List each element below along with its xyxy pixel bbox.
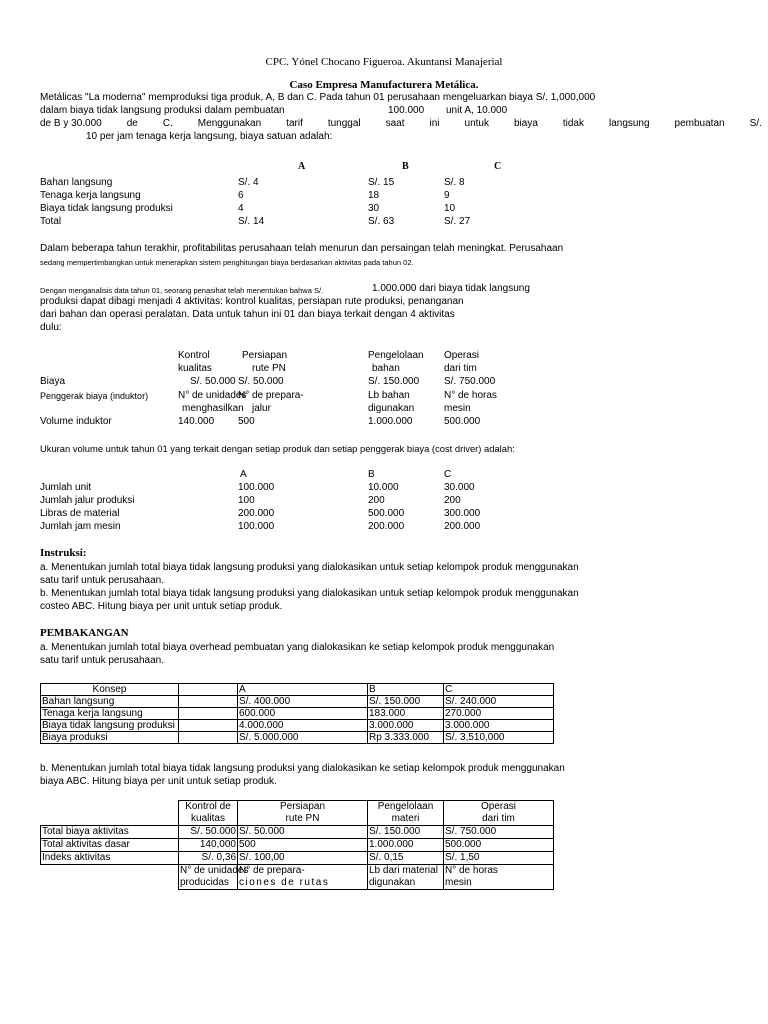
usage-label: Libras de material: [40, 508, 120, 519]
activity-header: rute PN: [252, 363, 286, 374]
table-cell: Biaya tidak langsung produksi: [41, 720, 179, 732]
solution-a2: satu tarif untuk perusahaan.: [40, 655, 164, 666]
unit-cost-label: Tenaga kerja langsung: [40, 190, 141, 201]
activity-driver: digunakan: [368, 403, 415, 414]
table-cell: S/. 0,15: [368, 852, 444, 865]
activity-volume: 140.000: [178, 416, 215, 427]
table-cell: S/. 3,510,000: [444, 732, 554, 744]
table-header: C: [444, 684, 554, 696]
driver-line: N° de horas: [445, 865, 498, 876]
solution-b1: b. Menentukan jumlah total biaya tidak langsung produksi yang dialokasikan ke setiap kelompok produk menggunakan: [40, 763, 565, 774]
driver-line: N° de unidades: [180, 865, 249, 876]
instructions-a2: satu tarif untuk perusahaan.: [40, 575, 164, 586]
instructions-b1: b. Menentukan jumlah total biaya tidak langsung produksi yang dialokasikan untuk setiap kelompok produk menggunakan: [40, 588, 579, 599]
table-header: B: [368, 684, 444, 696]
table-header-row: [41, 684, 554, 696]
single-rate-table: [40, 683, 554, 744]
word: de B y 30.000: [40, 118, 102, 129]
activity-biaya: S/. 50.000: [190, 376, 236, 387]
row-label: Indeks aktivitas: [41, 852, 179, 865]
unit-cost-value: S/. 27: [444, 216, 471, 227]
table-cell: 270.000: [444, 708, 554, 720]
usage-value: 100.000: [238, 521, 275, 532]
table-cell: 183.000: [368, 708, 444, 720]
usage-value: 100.000: [238, 482, 275, 493]
activity-driver: menghasilkan: [182, 403, 244, 414]
table-cell: 1.000.000: [368, 839, 444, 852]
unit-cost-label: Total: [40, 216, 62, 227]
activity-driver: N° de prepara-: [238, 390, 304, 401]
word: Menggunakan: [197, 118, 262, 129]
activity-header: dari tim: [444, 363, 477, 374]
activity-driver: jalur: [252, 403, 271, 414]
unit-cost-value: S/. 14: [238, 216, 265, 227]
unit-cost-label: Bahan langsung: [40, 177, 113, 188]
para3-line-4: dulu:: [40, 322, 62, 333]
table-corner: [41, 801, 179, 826]
table-cell: [238, 865, 368, 890]
header-line: Persiapan: [279, 801, 326, 812]
table-cell: [179, 696, 238, 708]
table-row: [41, 865, 554, 890]
header-line: dari tim: [482, 813, 515, 824]
usage-value: 100: [238, 495, 255, 506]
table-cell: 4.000.000: [238, 720, 368, 732]
instructions-a1: a. Menentukan jumlah total biaya tidak langsung produksi yang dialokasikan untuk setiap kelompok produk menggunakan: [40, 562, 579, 573]
row-label: Total biaya aktivitas: [41, 826, 179, 839]
usage-value: 200.000: [444, 521, 481, 532]
driver-line: ciones de rutas: [239, 877, 330, 888]
activity-header: Operasi: [444, 350, 480, 361]
word: tidak: [562, 118, 584, 129]
table-row: [41, 720, 554, 732]
header-line: Operasi: [480, 801, 516, 812]
activity-biaya: S/. 150.000: [368, 376, 420, 387]
table-row: [41, 708, 554, 720]
activity-driver-label: Penggerak biaya (induktor): [40, 391, 149, 401]
usage-label: Jumlah jalur produksi: [40, 495, 135, 506]
usage-header-a: A: [240, 469, 247, 480]
activity-header: Persiapan: [242, 350, 288, 361]
table-header: Konsep: [41, 684, 179, 696]
table-cell: S/. 240.000: [444, 696, 554, 708]
unit-cost-value: S/. 63: [368, 216, 395, 227]
word: S/.: [749, 118, 762, 129]
word: ini: [429, 118, 440, 129]
unit-cost-value: 30: [368, 203, 380, 214]
header-line: materi: [391, 813, 420, 824]
table-cell: 140,000: [179, 839, 238, 852]
activity-driver: Lb bahan: [368, 390, 410, 401]
para2-line-2: sedang mempertimbangkan untuk menerapkan sistem penghitungan biaya berdasarkan aktivitas pada tahun 02.: [40, 258, 414, 267]
activity-volume-label: Volume induktor: [40, 416, 112, 427]
case-title: Caso Empresa Manufacturera Metálica.: [289, 79, 479, 91]
usage-value: 500.000: [368, 508, 405, 519]
intro-line-3: [40, 117, 762, 130]
intro-line-1: Metálicas "La moderna" memproduksi tiga produk, A, B dan C. Pada tahun 01 perusahaan mengeluarkan biaya S/. 1,000,000: [40, 92, 596, 103]
usage-label: Jumlah jam mesin: [40, 521, 121, 532]
table-header: A: [238, 684, 368, 696]
table-cell: 500.000: [444, 839, 554, 852]
table-cell: 3.000.000: [368, 720, 444, 732]
unit-cost-value: S/. 8: [444, 177, 465, 188]
instructions-title: Instruksi:: [40, 547, 87, 559]
driver-line: digunakan: [369, 877, 416, 888]
table-cell: Bahan langsung: [41, 696, 179, 708]
word: biaya: [513, 118, 538, 129]
table-cell: S/. 0,36: [179, 852, 238, 865]
para3-line-2: produksi dapat dibagi menjadi 4 aktivitas: kontrol kualitas, persiapan rute produksi, penanganan: [40, 296, 464, 307]
table-header: [368, 801, 444, 826]
page-header: CPC. Yónel Chocano Figueroa. Akuntansi Manajerial: [265, 56, 503, 68]
table-cell: 3.000.000: [444, 720, 554, 732]
table-cell: S/. 150.000: [368, 826, 444, 839]
table-cell: S/. 150.000: [368, 696, 444, 708]
table-cell: S/. 1,50: [444, 852, 554, 865]
usage-value: 200: [444, 495, 461, 506]
unit-cost-value: S/. 15: [368, 177, 395, 188]
word: tunggal: [327, 118, 361, 129]
solution-a1: a. Menentukan jumlah total biaya overhead pembuatan yang dialokasikan ke setiap kelompok produk menggunakan: [40, 642, 555, 653]
solution-b2: biaya ABC. Hitung biaya per unit untuk setiap produk.: [40, 776, 277, 787]
para3-line-3: dari bahan dan operasi peralatan. Data untuk tahun ini 01 dan biaya terkait dengan 4 aktivitas: [40, 309, 455, 320]
row-label: Total aktivitas dasar: [41, 839, 179, 852]
intro-line-2b: 100.000: [388, 105, 425, 116]
usage-intro: Ukuran volume untuk tahun 01 yang terkait dengan setiap produk dan setiap penggerak biaya (cost driver) adalah:: [40, 443, 515, 454]
abc-table: [40, 800, 554, 890]
table-header: [179, 801, 238, 826]
table-cell: [368, 865, 444, 890]
para3-line-1b: 1.000.000 dari biaya tidak langsung: [372, 283, 530, 294]
word: tarif: [286, 118, 303, 129]
word: C.: [162, 118, 173, 129]
table-cell: 600.000: [238, 708, 368, 720]
unit-cost-value: 10: [444, 203, 456, 214]
table-header: [238, 801, 368, 826]
driver-line: N° de prepara-: [239, 865, 305, 876]
table-row: [41, 696, 554, 708]
usage-value: 300.000: [444, 508, 481, 519]
table-cell: Tenaga kerja langsung: [41, 708, 179, 720]
activity-header: kualitas: [178, 363, 212, 374]
para3-line-1a: Dengan menganalisis data tahun 01, seorang penasihat telah menentukan bahwa S/.: [40, 286, 324, 295]
header-line: rute PN: [285, 813, 320, 824]
word: saat: [385, 118, 405, 129]
usage-value: 200.000: [368, 521, 405, 532]
word: pembuatan: [674, 118, 725, 129]
activity-driver: N° de unidades: [178, 390, 247, 401]
usage-header-b: B: [368, 469, 375, 480]
unit-cost-value: 4: [238, 203, 244, 214]
activity-driver: N° de horas: [444, 390, 497, 401]
activity-header: Pengelolaan: [368, 350, 424, 361]
unit-cost-header-c: C: [494, 161, 502, 172]
activity-biaya: S/. 50.000: [238, 376, 284, 387]
driver-line: mesin: [445, 877, 472, 888]
table-header: [179, 684, 238, 696]
header-line: kualitas: [191, 813, 225, 824]
table-cell: S/. 50.000: [179, 826, 238, 839]
header-line: Kontrol de: [185, 801, 231, 812]
table-row: [41, 852, 554, 865]
table-row: [41, 826, 554, 839]
word: untuk: [464, 118, 489, 129]
usage-value: 200.000: [238, 508, 275, 519]
para2-line-1: Dalam beberapa tahun terakhir, profitabilitas perusahaan telah menurun dan persaingan telah meningkat. Perusahaan: [40, 243, 564, 254]
usage-value: 200: [368, 495, 385, 506]
driver-line: Lb dari material: [369, 865, 438, 876]
activity-biaya-label: Biaya: [40, 376, 66, 387]
activity-volume: 500: [238, 416, 255, 427]
table-row: [41, 732, 554, 744]
intro-line-2c: unit A, 10.000: [446, 105, 508, 116]
table-cell: [179, 720, 238, 732]
unit-cost-value: 9: [444, 190, 450, 201]
unit-cost-value: 6: [238, 190, 244, 201]
table-cell: S/. 750.000: [444, 826, 554, 839]
table-cell: [179, 865, 249, 890]
unit-cost-header-a: A: [298, 161, 306, 172]
usage-value: 10.000: [368, 482, 399, 493]
table-cell: [179, 708, 238, 720]
table-cell: Rp 3.333.000: [368, 732, 444, 744]
table-header: [444, 801, 554, 826]
table-cell: S/. 100,00: [238, 852, 368, 865]
solution-title: PEMBAKANGAN: [40, 627, 129, 639]
table-cell: S/. 400.000: [238, 696, 368, 708]
driver-line: producidas: [180, 877, 229, 888]
table-cell: [179, 732, 238, 744]
word: langsung: [608, 118, 650, 129]
usage-header-c: C: [444, 469, 452, 480]
activity-biaya: S/. 750.000: [444, 376, 496, 387]
table-cell: S/. 50.000: [238, 826, 368, 839]
unit-cost-label: Biaya tidak langsung produksi: [40, 203, 173, 214]
table-row: [41, 839, 554, 852]
intro-line-2a: dalam biaya tidak langsung produksi dalam pembuatan: [40, 105, 285, 116]
table-empty: [41, 865, 179, 890]
table-cell: [444, 865, 554, 890]
activity-driver: mesin: [444, 403, 471, 414]
activity-volume: 1.000.000: [368, 416, 413, 427]
header-line: Pengelolaan: [377, 801, 434, 812]
activity-header: bahan: [372, 363, 400, 374]
unit-cost-value: 18: [368, 190, 380, 201]
instructions-b2: costeo ABC. Hitung biaya per unit untuk setiap produk.: [40, 601, 283, 612]
table-header-row: [41, 801, 554, 826]
table-cell: Biaya produksi: [41, 732, 179, 744]
intro-line-4: 10 per jam tenaga kerja langsung, biaya satuan adalah:: [86, 131, 333, 142]
unit-cost-value: S/. 4: [238, 177, 259, 188]
activity-header: Kontrol: [178, 350, 210, 361]
word: de: [126, 118, 138, 129]
usage-label: Jumlah unit: [40, 482, 92, 493]
activity-volume: 500.000: [444, 416, 481, 427]
table-cell: 500: [238, 839, 368, 852]
usage-value: 30.000: [444, 482, 475, 493]
unit-cost-header-b: B: [402, 161, 409, 172]
table-cell: S/. 5.000.000: [238, 732, 368, 744]
